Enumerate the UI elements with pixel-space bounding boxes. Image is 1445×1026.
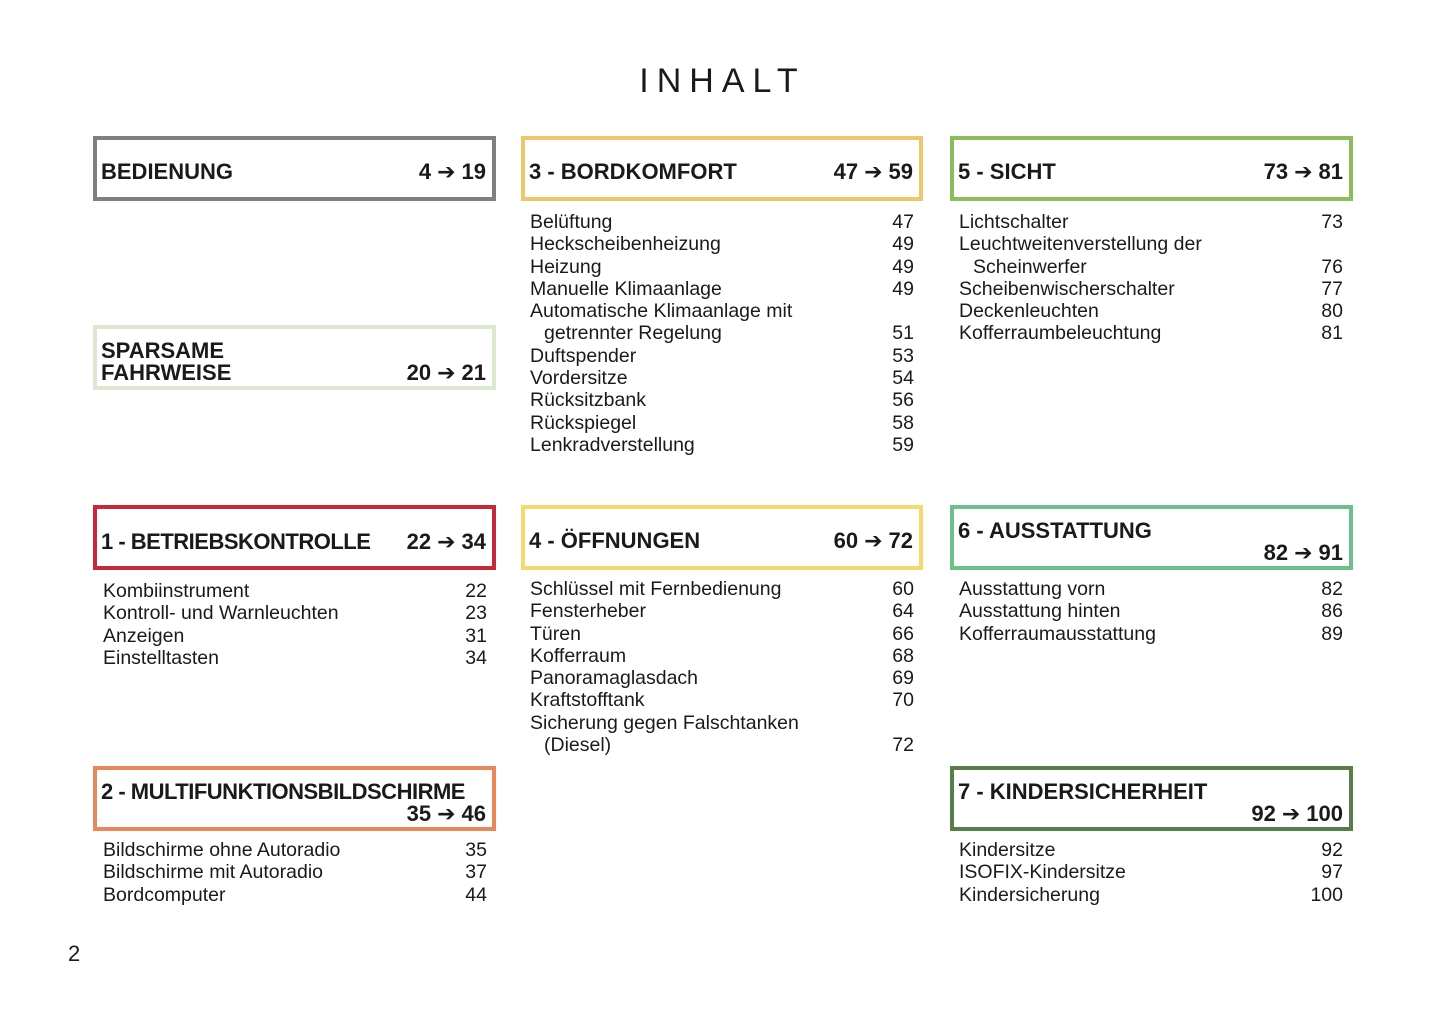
entry-page: 68: [892, 644, 914, 667]
entry-text: Scheibenwischerschalter: [959, 277, 1175, 300]
range-from: 4: [418, 159, 432, 184]
toc-list-betriebskontrolle: [103, 580, 487, 669]
toc-entry[interactable]: [103, 884, 487, 906]
entry-page: 56: [892, 389, 914, 412]
toc-entry[interactable]: [530, 712, 914, 734]
entry-text: Manuelle Klimaanlage: [530, 277, 722, 300]
entry-text: Fensterheber: [530, 600, 646, 623]
toc-entry[interactable]: [530, 623, 914, 645]
toc-entry[interactable]: [530, 412, 914, 434]
range-from: 92: [1251, 801, 1276, 826]
entry-text: Belüftung: [530, 211, 613, 233]
page-range: [1264, 540, 1343, 566]
section-label: 6 - AUSSTATTUNG: [958, 518, 1152, 543]
range-to: 72: [888, 528, 913, 553]
entry-page: 81: [1321, 322, 1343, 345]
entry-page: 80: [1321, 300, 1343, 323]
range-to: 59: [888, 159, 913, 184]
toc-list-bordkomfort: [530, 211, 914, 456]
toc-entry[interactable]: [959, 861, 1343, 883]
toc-entry[interactable]: [530, 300, 914, 322]
toc-entry[interactable]: [959, 300, 1343, 322]
range-to: 46: [461, 801, 486, 826]
toc-entry[interactable]: [103, 861, 487, 883]
page-number: 2: [68, 941, 81, 966]
toc-entry[interactable]: [959, 578, 1343, 600]
entry-page: 35: [465, 839, 487, 861]
entry-text: Ausstattung hinten: [959, 600, 1121, 623]
entry-text: ISOFIX-Kindersitze: [959, 861, 1126, 884]
toc-entry[interactable]: [959, 839, 1343, 861]
toc-entry[interactable]: [103, 647, 487, 669]
toc-entry[interactable]: [959, 256, 1343, 278]
entry-page: 54: [892, 367, 914, 390]
toc-entry[interactable]: [530, 645, 914, 667]
entry-page: 59: [892, 433, 914, 456]
entry-page: 49: [892, 255, 914, 278]
section-header-bedienung[interactable]: [93, 136, 496, 201]
entry-text: Türen: [530, 622, 581, 645]
section-label: 1 - BETRIEBSKONTROLLE: [101, 529, 371, 554]
entry-page: 92: [1321, 839, 1343, 861]
entry-page: 69: [892, 667, 914, 690]
toc-entry[interactable]: [530, 256, 914, 278]
section-label: 4 - ÖFFNUNGEN: [529, 528, 701, 553]
section-label: 7 - KINDERSICHERHEIT: [958, 779, 1208, 804]
entry-page: 86: [1321, 600, 1343, 623]
toc-entry[interactable]: [530, 734, 914, 756]
section-header-multifunktionsbildschirme[interactable]: [93, 766, 496, 831]
toc-list-kindersicherheit: [959, 839, 1343, 906]
right-arrow-icon: ➔: [864, 528, 883, 553]
toc-entry[interactable]: [959, 623, 1343, 645]
entry-page: 73: [1321, 211, 1343, 233]
entry-page: 66: [892, 622, 914, 645]
entry-text: Duftspender: [530, 344, 637, 367]
entry-text: Kofferraumbeleuchtung: [959, 322, 1162, 345]
section-header-betriebskontrolle[interactable]: [93, 505, 496, 570]
entry-text: Sicherung gegen Falschtanken: [530, 711, 799, 734]
entry-text: Schlüssel mit Fernbedienung: [530, 578, 782, 600]
entry-page: 49: [892, 277, 914, 300]
entry-text: Panoramaglasdach: [530, 667, 699, 690]
toc-list-ausstattung: [959, 578, 1343, 645]
range-to: 91: [1318, 540, 1343, 565]
page-range: [834, 528, 913, 554]
range-from: 82: [1263, 540, 1289, 565]
entry-text: Ausstattung vorn: [959, 578, 1106, 600]
entry-text: Kofferraum: [530, 644, 627, 667]
range-from: 60: [833, 528, 859, 553]
entry-page: 100: [1310, 883, 1343, 906]
toc-entry[interactable]: [530, 322, 914, 344]
range-to: 81: [1318, 159, 1343, 184]
entry-page: 44: [465, 883, 487, 906]
range-to: 19: [461, 159, 486, 184]
page-range: [419, 159, 486, 185]
entry-page: 97: [1321, 861, 1343, 884]
entry-page: 89: [1321, 622, 1343, 645]
entry-page: 53: [892, 344, 914, 367]
toc-entry[interactable]: [959, 600, 1343, 622]
entry-page: 49: [892, 233, 914, 256]
entry-text: Einstelltasten: [103, 646, 219, 669]
entry-page: 76: [1321, 255, 1343, 278]
right-arrow-icon: ➔: [437, 801, 456, 826]
entry-text: Bildschirme mit Autoradio: [103, 861, 324, 884]
page-range: [407, 801, 486, 827]
right-arrow-icon: ➔: [437, 360, 456, 385]
section-header-bordkomfort[interactable]: [521, 136, 923, 201]
range-to: 21: [461, 360, 486, 385]
entry-text: Kombiinstrument: [103, 580, 250, 602]
toc-entry[interactable]: [530, 367, 914, 389]
entry-page: 37: [465, 861, 487, 884]
entry-page: 82: [1321, 578, 1343, 600]
toc-entry[interactable]: [530, 233, 914, 255]
entry-page: 64: [892, 600, 914, 623]
section-label: 3 - BORDKOMFORT: [529, 159, 737, 184]
section-label: 2 - MULTIFUNKTIONSBILDSCHIRME: [101, 779, 465, 804]
section-header-sparsame-fahrweise[interactable]: [93, 325, 496, 390]
range-from: 22: [406, 529, 432, 554]
toc-entry[interactable]: [530, 689, 914, 711]
entry-text: Kontroll- und Warnleuchten: [103, 602, 339, 625]
toc-entry[interactable]: [530, 211, 914, 233]
entry-text: Heckscheibenheizung: [530, 233, 721, 256]
section-header-ausstattung[interactable]: [950, 505, 1353, 570]
entry-text: Lichtschalter: [959, 211, 1069, 233]
entry-text: Kindersitze: [959, 839, 1056, 861]
entry-page: 22: [465, 580, 487, 602]
toc-entry[interactable]: [959, 322, 1343, 344]
range-to: 100: [1306, 801, 1343, 826]
entry-page: 58: [892, 411, 914, 434]
toc-entry[interactable]: [959, 233, 1343, 255]
range-from: 20: [406, 360, 432, 385]
entry-text: Bildschirme ohne Autoradio: [103, 839, 341, 861]
entry-text: (Diesel): [544, 734, 612, 757]
entry-text: Leuchtweitenverstellung der: [959, 233, 1202, 256]
section-label-line1: SPARSAME: [101, 338, 225, 363]
right-arrow-icon: ➔: [1281, 801, 1301, 826]
toc-entry[interactable]: [959, 278, 1343, 300]
entry-page: 77: [1321, 277, 1343, 300]
right-arrow-icon: ➔: [437, 529, 456, 554]
right-arrow-icon: ➔: [1294, 540, 1313, 565]
page-range: [834, 159, 913, 185]
page-range: [1251, 801, 1343, 827]
entry-page: 72: [892, 734, 914, 757]
toc-entry[interactable]: [530, 389, 914, 411]
entry-text: Anzeigen: [103, 624, 185, 647]
right-arrow-icon: ➔: [437, 159, 456, 184]
entry-page: 47: [892, 211, 914, 233]
range-to: 34: [461, 529, 486, 554]
entry-text: Deckenleuchten: [959, 300, 1099, 323]
entry-page: 70: [892, 689, 914, 712]
toc-entry[interactable]: [530, 345, 914, 367]
entry-text: Bordcomputer: [103, 883, 226, 906]
section-header-oeffnungen[interactable]: [521, 505, 923, 570]
toc-entry[interactable]: [103, 580, 487, 602]
entry-text: Automatische Klimaanlage mit: [530, 300, 793, 323]
toc-entry[interactable]: [959, 884, 1343, 906]
toc-list-multifunktion: [103, 839, 487, 906]
section-header-sicht[interactable]: [950, 136, 1353, 201]
entry-page: 31: [465, 624, 487, 647]
section-label: BEDIENUNG: [101, 159, 234, 184]
range-from: 35: [406, 801, 432, 826]
toc-entry[interactable]: [103, 839, 487, 861]
entry-text: Scheinwerfer: [973, 255, 1087, 278]
entry-text: Rückspiegel: [530, 411, 637, 434]
entry-text: Rücksitzbank: [530, 389, 646, 412]
range-from: 73: [1263, 159, 1289, 184]
section-label-line2: FAHRWEISE: [101, 360, 232, 385]
toc-entry[interactable]: [530, 278, 914, 300]
entry-page: 51: [892, 322, 914, 345]
toc-entry[interactable]: [530, 600, 914, 622]
entry-text: Heizung: [530, 255, 602, 278]
toc-entry[interactable]: [530, 578, 914, 600]
page-range: [407, 529, 486, 555]
entry-page: 60: [892, 578, 914, 600]
entry-text: Lenkradverstellung: [530, 433, 695, 456]
entry-page: 23: [465, 602, 487, 625]
entry-text: Vordersitze: [530, 367, 628, 390]
entry-text: Kindersicherung: [959, 883, 1100, 906]
section-label: 5 - SICHT: [958, 159, 1056, 184]
toc-entry[interactable]: [103, 602, 487, 624]
page-range: [1264, 159, 1343, 185]
entry-page: 34: [465, 646, 487, 669]
toc-entry[interactable]: [530, 667, 914, 689]
toc-entry[interactable]: [530, 434, 914, 456]
right-arrow-icon: ➔: [1294, 159, 1313, 184]
right-arrow-icon: ➔: [864, 159, 883, 184]
entry-text: getrennter Regelung: [544, 322, 722, 345]
entry-text: Kofferraumausstattung: [959, 622, 1156, 645]
section-header-kindersicherheit[interactable]: [950, 766, 1353, 831]
toc-list-sicht: [959, 211, 1343, 345]
page-range: [407, 360, 486, 386]
page-title: INHALT: [639, 62, 806, 100]
entry-text: Kraftstofftank: [530, 689, 645, 712]
toc-entry[interactable]: [959, 211, 1343, 233]
range-from: 47: [833, 159, 859, 184]
toc-list-oeffnungen: [530, 578, 914, 756]
toc-entry[interactable]: [103, 625, 487, 647]
